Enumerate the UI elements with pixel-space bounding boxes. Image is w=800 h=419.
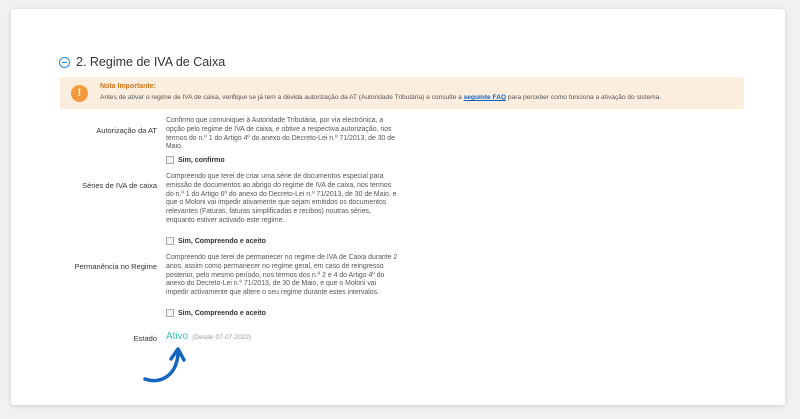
notice-text-after: para perceber como funciona a ativação do sistema. [506,94,662,101]
checkbox-series[interactable] [166,237,266,245]
estado-value [166,331,251,342]
checkbox-box[interactable] [166,156,174,164]
row-text-series: Compreendo que terei de criar uma série de documentos especial para emissão de documentos ao abrigo do regime de IVA de caixa, nos termos do n.º 1 do Artigo 6º do anexo do Decreto-Lei n.º 71/2013, de 30 de Maio, e que o Moloni vai impedir ativamente que sejam emitidos os documentos relevantes (Faturas, faturas simplificadas e recibos) noutras séries, enquanto estiver activado este regime. [166,173,397,224]
notice-text [100,94,661,101]
checkbox-permanencia[interactable] [166,309,266,317]
row-text-permanencia: Compreendo que terei de permanecer no regime de IVA de Caixa durante 2 anos, assim como permanecer no regime geral, em caso de reingresso posterior, pelo mesmo período, nos termos dos n.º 2 e 4 do Artigo 4º do anexo do Decreto-Lei n.º 71/2013, de 30 de Maio, e que o Moloni vai impedir activamente que altere o seu regime durante estes intervalos. [166,254,398,297]
checkbox-label: Sim, confirmo [178,156,225,164]
checkbox-label: Sim, Compreendo e aceito [178,309,266,317]
row-label-autorizacao: Autorização da AT [96,126,157,135]
warning-icon: ! [71,85,88,102]
row-label-series: Séries de IVA de caixa [82,181,157,190]
notice-text-before: Antes de ativar o regime de IVA de caixa, verifique se já tem a devida autorização da AT (Autoridade Tributária) e consulte a [100,94,464,101]
important-notice [60,77,744,109]
checkbox-box[interactable] [166,309,174,317]
checkbox-box[interactable] [166,237,174,245]
status-badge: Ativo [166,331,189,342]
row-text-autorizacao: Confirmo que comuniquei à Autoridade Tributária, por via electrónica, a opção pelo regime de IVA de caixa, e obtive a respectiva autorização, nos termos do n.º 1 do Artigo 4º do anexo do Decreto-Lei n.º 71/2013, de 30 de Maio. [166,117,395,151]
checkbox-autorizacao[interactable] [166,156,225,164]
section-header[interactable] [59,54,225,70]
row-label-permanencia: Permanência no Regime [74,262,157,271]
estado-label: Estado [133,334,157,343]
notice-title: Nota Importante: [100,83,156,90]
collapse-minus-icon[interactable] [59,57,70,68]
checkbox-label: Sim, Compreendo e aceito [178,237,266,245]
curved-arrow-icon [140,344,192,386]
section-title: 2. Regime de IVA de Caixa [76,55,226,69]
status-since-date: (Desde 07-07-2022) [192,334,252,341]
faq-link[interactable]: seguinte FAQ [463,94,507,101]
